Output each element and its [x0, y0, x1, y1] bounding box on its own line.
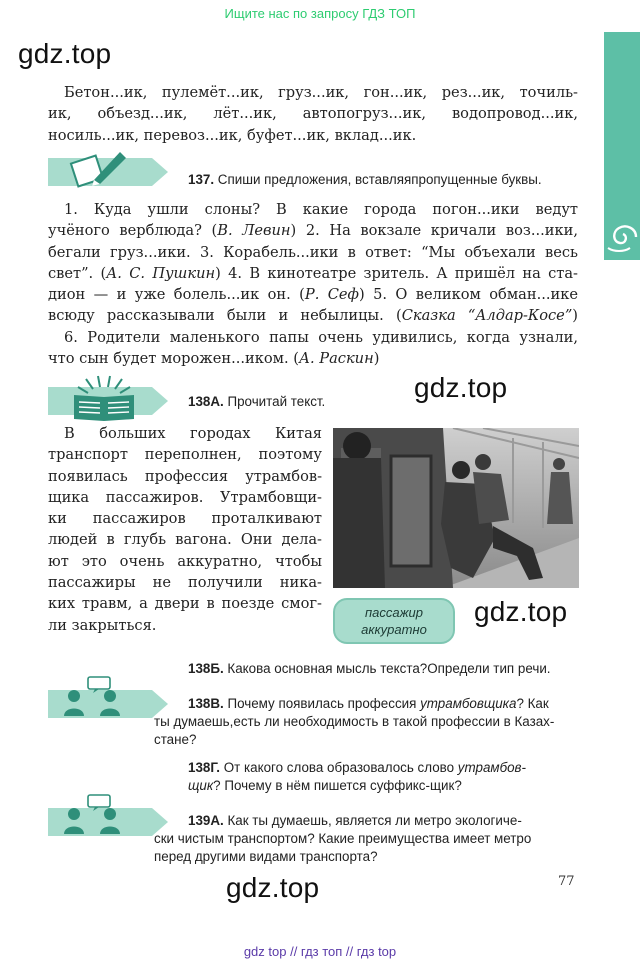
- vocabulary-words-tag: [333, 598, 455, 644]
- vocab-word-1: пассажир: [364, 605, 424, 620]
- subway-pusher-photo: [333, 428, 579, 588]
- task-139a-number: 139А.: [188, 813, 224, 828]
- writing-task-icon: [48, 150, 172, 196]
- task-138b-text: Какова основная мысль текста?Определи тип речи.: [227, 661, 551, 676]
- reading-task-icon: [48, 375, 172, 429]
- reading-text: В больших городах Китая транспорт переполнен, поэтому появилась профессия утрамбов- щика пассажиров. Утрамбовщи- ки пассажиров проталкивают людей в глубь вагона. Они дела- ют это очень аккуратно, чтобы пассажиры не получили ника- ких травм, а двери в поезде смог- ли закрыться.: [48, 425, 322, 634]
- task-138g-number: 138Г.: [188, 760, 220, 775]
- task-137: [188, 171, 578, 189]
- sentences-exercise: 1. Куда ушли слоны? В какие города погон...ики ведут учёного верблюда? (В. Левин) 2. На вокзале кричали воз...ики, бегали груз...ики. 3. Корабель...ики в ответ: “Мы объехали весь свет”. (А. С. Пушкин) 4. В кинотеатре зритель. А пришёл на ста- дион — и уже болель...ик он. (Р. Сеф) 5. О великом обман...ике всюду рассказывали были и небылицы. (Сказка “Алдар-Косе”) 6. Родители маленького папы очень удивились, когда узнали, что сын будет морожен...иком. (А. Раскин): [48, 201, 579, 368]
- task-137-text: Спиши предложения, вставляяпропущенные буквы.: [217, 172, 542, 187]
- watermark-bottom: gdz.top: [226, 872, 320, 903]
- watermark-middle: gdz.top: [414, 372, 508, 403]
- task-138a-text: Прочитай текст.: [227, 394, 326, 409]
- task-138b: [188, 660, 578, 678]
- task-138v-number: 138В.: [188, 696, 224, 711]
- book-icon: [48, 375, 172, 425]
- task-138v: 138В. Почему появилась профессия утрамбовщика? Как ты думаешь,есть ли необходимость в такой профессии в Казах- стане?: [154, 696, 555, 747]
- words-exercise: Бетон...ик, пулемёт...ик, груз...ик, гон...ик, рез...ик, точиль- ик, объезд...ик, лёт...ик, автопогруз...ик, водопровод...ик, носиль...ик, перевоз...ик, буфет...ик, вклад...ик.: [48, 84, 578, 144]
- task-138a: [188, 393, 408, 411]
- top-banner[interactable]: Ищите нас по запросу ГДЗ ТОП: [224, 6, 416, 21]
- task-137-number: 137.: [188, 172, 215, 187]
- task-139a: 139А. Как ты думаешь, является ли метро экологиче- ски чистым транспортом? Какие преимущества имеет метро перед другими видами транспорта?: [154, 813, 532, 864]
- pencil-icon: [48, 150, 172, 192]
- task-138a-number: 138А.: [188, 394, 224, 409]
- swirl-ornament-icon: [606, 220, 640, 254]
- watermark-right: gdz.top: [474, 596, 568, 627]
- page-number: 77: [558, 874, 575, 889]
- chapter-tab: [604, 32, 640, 260]
- vocab-word-2: аккуратно: [361, 622, 427, 637]
- task-138g: 138Г. От какого слова образовалось слово утрамбов- щик? Почему в нём пишется суффикс-щик?: [188, 760, 526, 793]
- task-138b-number: 138Б.: [188, 661, 224, 676]
- bottom-links[interactable]: gdz top // гдз топ // гдз top: [243, 944, 397, 959]
- watermark-top-left: gdz.top: [18, 38, 112, 69]
